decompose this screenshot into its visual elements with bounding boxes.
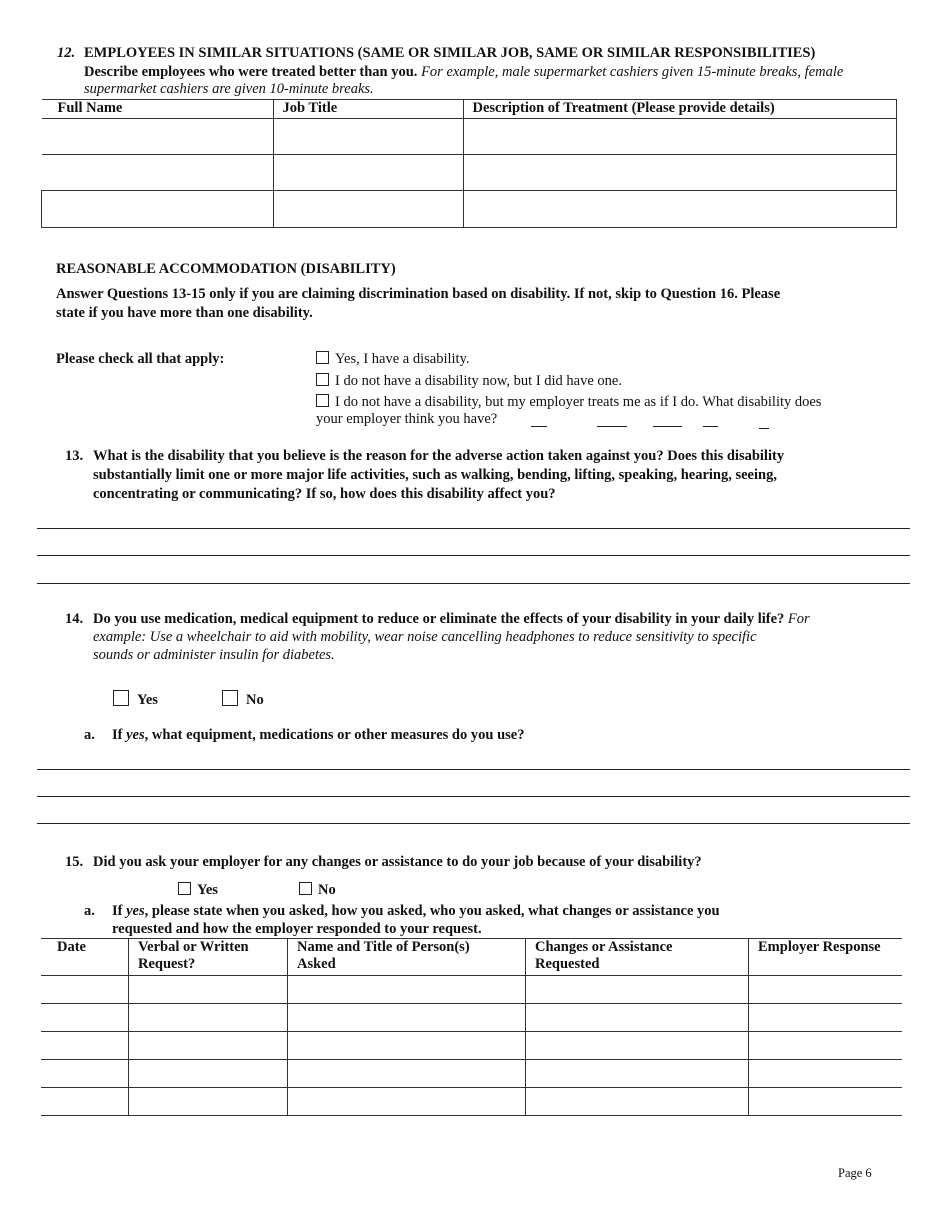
option-label: I do not have a disability, but my employer treats me as if I do. What disability does xyxy=(335,394,822,410)
q15-question: Did you ask your employer for any changes or assistance to do your job because of your disability? xyxy=(93,854,702,870)
table-cell[interactable] xyxy=(526,1032,749,1060)
q14a-pre: If xyxy=(112,727,123,743)
q15a-pre: If xyxy=(112,903,123,919)
table-cell[interactable] xyxy=(463,191,897,228)
q14-number: 14. xyxy=(65,611,84,627)
q15a-yes: yes xyxy=(126,903,145,919)
table-cell[interactable] xyxy=(749,1088,903,1116)
answer-blank[interactable] xyxy=(703,414,718,427)
answer-blank[interactable] xyxy=(653,414,682,427)
col-full-name: Full Name xyxy=(42,100,274,119)
ra-intro-line1: Answer Questions 13-15 only if you are claiming discrimination based on disability. If not, skip to Question 16. Please xyxy=(56,286,781,302)
accommodation-request-table xyxy=(41,938,902,1116)
table-cell[interactable] xyxy=(526,1088,749,1116)
table-cell[interactable] xyxy=(42,119,274,155)
answer-line[interactable] xyxy=(37,796,910,797)
table-cell[interactable] xyxy=(129,1004,288,1032)
checkbox[interactable] xyxy=(113,690,129,706)
table-cell[interactable] xyxy=(749,1004,903,1032)
col-verbal-written: Verbal or Written Request? xyxy=(129,939,288,976)
q15a-letter: a. xyxy=(84,903,95,919)
checkbox[interactable] xyxy=(316,373,329,386)
q15-number: 15. xyxy=(65,854,84,870)
checkbox[interactable] xyxy=(222,690,238,706)
table-header-row xyxy=(42,100,897,119)
col-date: Date xyxy=(41,939,129,976)
q12-instruction-bold: Describe employees who were treated better than you. xyxy=(84,64,418,80)
option-had-disability[interactable] xyxy=(316,373,622,390)
table-cell[interactable] xyxy=(42,155,274,191)
table-cell[interactable] xyxy=(129,1060,288,1088)
q14-example: example: Use a wheelchair to aid with mobility, wear noise cancelling headphones to reduce sensitivity to specific xyxy=(93,629,757,645)
q15a-line2: requested and how the employer responded to your request. xyxy=(112,921,482,937)
table-cell[interactable] xyxy=(526,1004,749,1032)
q14-line1 xyxy=(93,611,810,628)
q14-question: Do you use medication, medical equipment to reduce or eliminate the effects of your disability in your daily life? xyxy=(93,611,785,627)
q12-instruction-example: For example, male supermarket cashiers given 15-minute breaks, female xyxy=(421,64,844,80)
option-label-cont: your employer think you have? xyxy=(316,411,498,427)
table-cell[interactable] xyxy=(288,1004,526,1032)
similar-employees-table xyxy=(41,99,897,228)
q12-instruction-example-cont: supermarket cashiers are given 10-minute breaks. xyxy=(84,81,374,97)
table-cell[interactable] xyxy=(273,119,463,155)
col-employer-response: Employer Response xyxy=(749,939,903,976)
q14-yes-option[interactable] xyxy=(113,690,158,709)
table-header-row xyxy=(41,939,902,976)
table-cell[interactable] xyxy=(463,155,897,191)
answer-line[interactable] xyxy=(37,528,910,529)
table-cell[interactable] xyxy=(749,1060,903,1088)
table-cell[interactable] xyxy=(273,155,463,191)
ra-intro-line2: state if you have more than one disability. xyxy=(56,305,313,321)
q14a-yes: yes xyxy=(126,727,145,743)
table-cell[interactable] xyxy=(749,1032,903,1060)
q14a-letter: a. xyxy=(84,727,95,743)
q14-no-option[interactable] xyxy=(222,690,264,709)
table-cell[interactable] xyxy=(288,976,526,1004)
col-description: Description of Treatment (Please provide details) xyxy=(463,100,897,119)
q14-example-cont: sounds or administer insulin for diabetes. xyxy=(93,647,335,663)
q13-number: 13. xyxy=(65,448,84,464)
table-cell[interactable] xyxy=(129,976,288,1004)
q14a-question xyxy=(112,727,524,744)
answer-line[interactable] xyxy=(37,555,910,556)
answer-blank[interactable] xyxy=(597,414,627,427)
checkbox[interactable] xyxy=(299,882,312,895)
yes-label: Yes xyxy=(197,882,218,898)
table-row xyxy=(41,1032,902,1060)
table-cell[interactable] xyxy=(41,1004,129,1032)
option-regarded-as-cont xyxy=(316,411,497,428)
q13-line2: substantially limit one or more major life activities, such as walking, bending, lifting, speaking, hearing, seeing, xyxy=(93,467,777,483)
table-cell[interactable] xyxy=(749,976,903,1004)
col-job-title: Job Title xyxy=(273,100,463,119)
table-cell[interactable] xyxy=(129,1032,288,1060)
no-label: No xyxy=(318,882,336,898)
q12-heading: EMPLOYEES IN SIMILAR SITUATIONS (SAME OR SIMILAR JOB, SAME OR SIMILAR RESPONSIBILITIES) xyxy=(84,45,816,61)
option-has-disability[interactable] xyxy=(316,351,470,368)
checkbox[interactable] xyxy=(316,394,329,407)
no-label: No xyxy=(246,692,264,708)
answer-line[interactable] xyxy=(37,823,910,824)
option-label: I do not have a disability now, but I did have one. xyxy=(335,373,622,389)
q14a-post: , what equipment, medications or other measures do you use? xyxy=(144,727,525,743)
table-cell[interactable] xyxy=(526,976,749,1004)
q13-line1: What is the disability that you believe is the reason for the adverse action taken against you? Does this disability xyxy=(93,448,785,464)
answer-blank[interactable] xyxy=(531,414,547,427)
table-cell[interactable] xyxy=(526,1060,749,1088)
option-regarded-as[interactable] xyxy=(316,394,821,411)
col-person-asked: Name and Title of Person(s) Asked xyxy=(288,939,526,976)
table-cell[interactable] xyxy=(463,119,897,155)
answer-line[interactable] xyxy=(37,769,910,770)
table-row xyxy=(42,119,897,155)
table-cell[interactable] xyxy=(273,191,463,228)
table-row xyxy=(42,191,897,228)
q14-example-start: For xyxy=(787,611,810,627)
yes-label: Yes xyxy=(137,692,158,708)
table-row xyxy=(41,1060,902,1088)
q15-yes-option[interactable] xyxy=(178,882,218,899)
table-cell[interactable] xyxy=(41,1032,129,1060)
q15-no-option[interactable] xyxy=(299,882,336,899)
table-cell[interactable] xyxy=(288,1088,526,1116)
table-row xyxy=(41,1004,902,1032)
ra-heading: REASONABLE ACCOMMODATION (DISABILITY) xyxy=(56,261,396,277)
col-changes-requested: Changes or Assistance Requested xyxy=(526,939,749,976)
table-cell[interactable] xyxy=(41,1088,129,1116)
q15a-post: , please state when you asked, how you asked, who you asked, what changes or assistance you xyxy=(144,903,720,919)
table-cell[interactable] xyxy=(288,1032,526,1060)
check-all-label: Please check all that apply: xyxy=(56,351,225,367)
table-row xyxy=(42,155,897,191)
table-cell[interactable] xyxy=(41,976,129,1004)
answer-line[interactable] xyxy=(37,583,910,584)
q13-line3: concentrating or communicating? If so, how does this disability affect you? xyxy=(93,486,556,502)
page-number: Page 6 xyxy=(838,1166,872,1180)
table-cell[interactable] xyxy=(41,1060,129,1088)
table-row xyxy=(41,1088,902,1116)
option-label: Yes, I have a disability. xyxy=(335,351,470,367)
checkbox[interactable] xyxy=(178,882,191,895)
table-cell[interactable] xyxy=(288,1060,526,1088)
q12-number: 12. xyxy=(57,45,76,61)
q12-instruction xyxy=(84,64,843,81)
table-cell[interactable] xyxy=(42,191,274,228)
table-cell[interactable] xyxy=(129,1088,288,1116)
q15a-line1 xyxy=(112,903,720,920)
checkbox[interactable] xyxy=(316,351,329,364)
answer-blank[interactable] xyxy=(759,416,769,429)
table-row xyxy=(41,976,902,1004)
